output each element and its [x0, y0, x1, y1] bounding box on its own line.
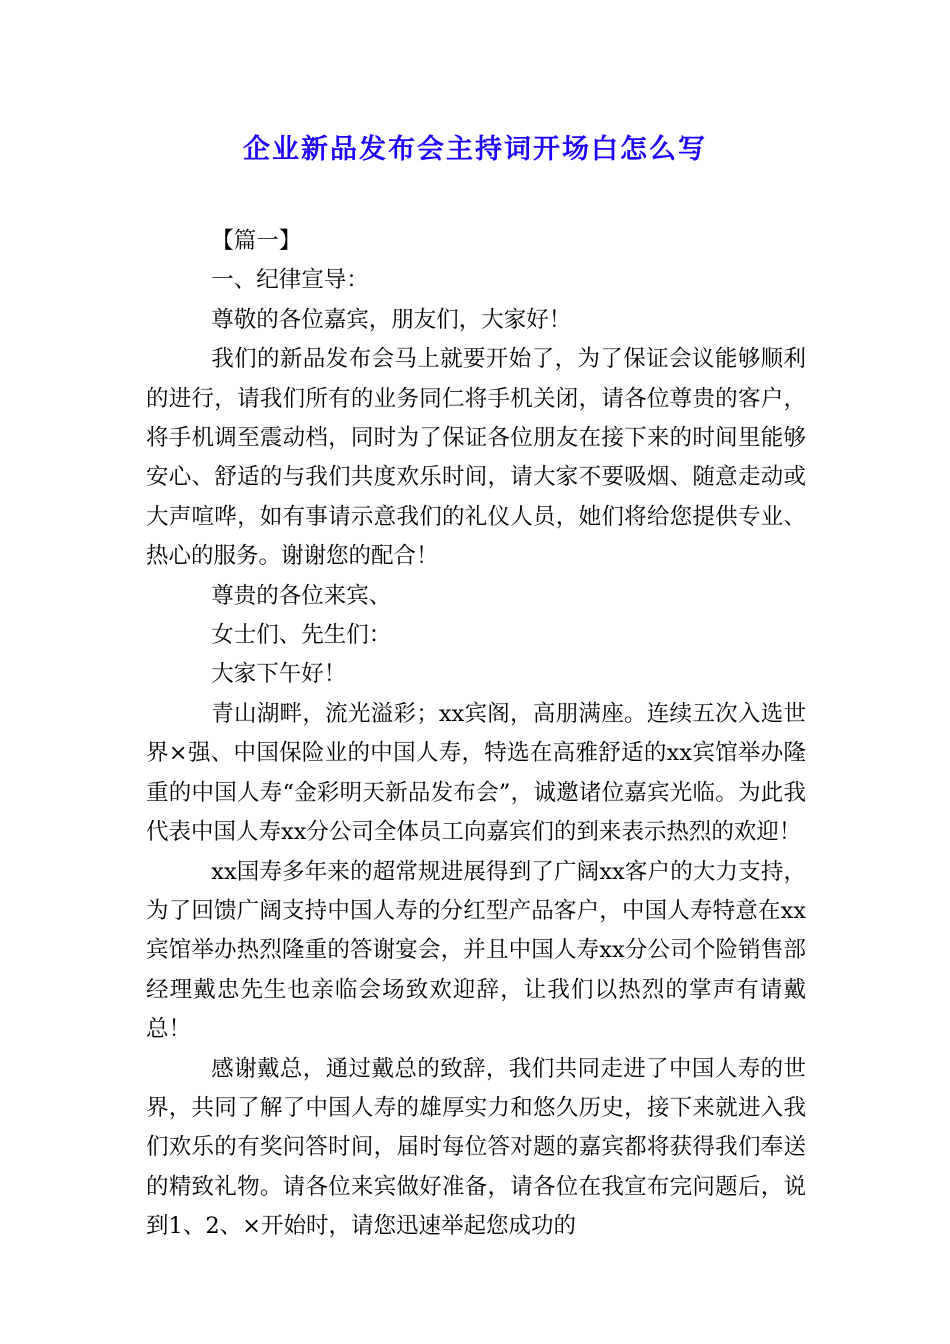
section-heading: 【篇一】 [211, 228, 302, 254]
document-title: 企业新品发布会主持词开场白怎么写 [243, 134, 707, 165]
paragraph: xx国寿多年来的超常规进展得到了广阔xx客户的大力支持，为了回馈广阔支持中国人寿的分红型产品客户，中国人寿特意在xx宾馆举办热烈隆重的答谢宴会，并且中国人寿xx分公司个险销售部经理戴忠先生也亲临会场致欢迎辞，让我们以热烈的掌声有请戴总！ [146, 858, 806, 1043]
paragraph: 大家下午好！ [211, 661, 347, 688]
paragraph: 我们的新品发布会马上就要开始了，为了保证会议能够顺利的进行，请我们所有的业务同仁将手机关闭，请各位尊贵的客户，将手机调至震动档，同时为了保证各位朋友在接下来的时间里能够安心、舒适的与我们共度欢乐时间，请大家不要吸烟、随意走动或大声喧哗，如有事请示意我们的礼仪人员，她们将给您提供专业、热心的服务。谢谢您的配合！ [146, 346, 806, 570]
paragraph: 尊贵的各位来宾、 [211, 582, 392, 609]
paragraph: 女士们、先生们： [211, 622, 392, 649]
paragraph: 感谢戴总，通过戴总的致辞，我们共同走进了中国人寿的世界，共同了解了中国人寿的雄厚实力和悠久历史，接下来就进入我们欢乐的有奖问答时间，届时每位答对题的嘉宾都将获得我们奉送的精致礼物。请各位来宾做好准备，请各位在我宣布完问题后，说到1、2、×开始时，请您迅速举起您成功的 [146, 1055, 806, 1240]
paragraph: 一、纪律宣导： [211, 267, 369, 294]
paragraph: 青山湖畔，流光溢彩；xx宾阁，高朋满座。连续五次入选世界×强、中国保险业的中国人寿，特选在高雅舒适的xx宾馆举办隆重的中国人寿“金彩明天新品发布会”，诚邀诸位嘉宾光临。为此我代表中国人寿xx分公司全体员工向嘉宾们的到来表示热烈的欢迎！ [146, 700, 806, 846]
document-body [146, 222, 806, 1247]
paragraph: 尊敬的各位嘉宾，朋友们，大家好！ [211, 306, 572, 333]
